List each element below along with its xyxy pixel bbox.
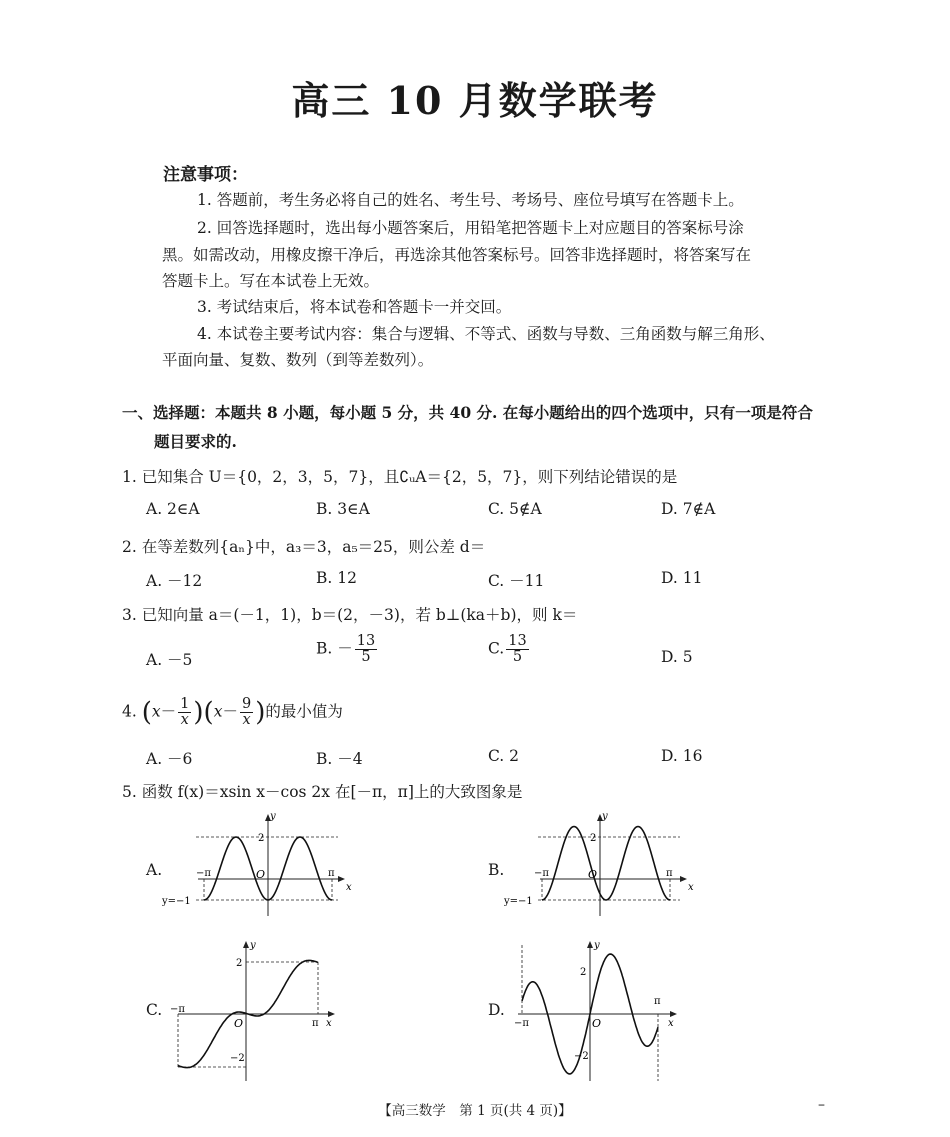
q2-option-c: C. －11: [488, 572, 545, 590]
q3-option-a: A. －5: [146, 651, 193, 669]
tick-label-top: 2: [590, 833, 597, 844]
notice-heading: 注意事项：: [163, 165, 248, 185]
q2-option-b: B. 12: [316, 569, 357, 587]
question-5-stem: 5. 函数 f(x)＝xsin x－cos 2x 在[－π，π]上的大致图象是: [122, 783, 523, 801]
notice-line-7: 平面向量、复数、数列（到等差数列）。: [162, 351, 434, 369]
tick-label-left: −π: [196, 868, 211, 879]
tick-label-right: π: [312, 1018, 319, 1029]
tick-label-left: −π: [534, 868, 549, 879]
y-axis-label: y: [250, 940, 256, 951]
y-axis-label: y: [270, 811, 276, 822]
y-axis-label: y: [594, 940, 600, 951]
tick-label-bottom: y=−1: [504, 896, 533, 907]
origin-label: O: [588, 868, 598, 881]
notice-line-6: 4. 本试卷主要考试内容：集合与逻辑、不等式、函数与导数、三角函数与解三角形、: [197, 325, 775, 343]
q5-option-a-label: A.: [146, 861, 163, 879]
q5-option-b-label: B.: [488, 861, 505, 879]
x-axis-label: x: [346, 882, 352, 893]
q3-option-c: [488, 634, 531, 665]
q2-option-a: A. －12: [146, 572, 203, 590]
origin-label: O: [592, 1017, 602, 1030]
q5-option-c-label: C.: [146, 1001, 163, 1019]
tick-label-bottom: −2: [574, 1051, 589, 1062]
q4-option-b: B. －4: [316, 750, 363, 768]
q5-graph-b-curve: [542, 827, 670, 901]
tick-label-left: −π: [170, 1004, 185, 1015]
tick-label-right: π: [328, 868, 335, 879]
notice-line-4: 答题卡上。写在本试卷上无效。: [162, 272, 380, 290]
tick-label-top: 2: [580, 967, 587, 978]
x-axis-label: x: [688, 882, 694, 893]
tick-label-top: 2: [236, 958, 243, 969]
q1-option-a: A. 2∈A: [146, 500, 200, 518]
tick-label-bottom: y=−1: [162, 896, 191, 907]
q1-option-c: C. 5∉A: [488, 500, 542, 518]
origin-label: O: [256, 868, 266, 881]
notice-line-3: 黑。如需改动，用橡皮擦干净后，再选涂其他答案标号。回答非选择题时，将答案写在: [162, 246, 752, 264]
notice-line-2: 2. 回答选择题时，选出每小题答案后，用铅笔把答题卡上对应题目的答案标号涂: [197, 219, 744, 237]
q5-graph-d: [502, 935, 702, 1085]
question-1-stem: 1. 已知集合 U＝{0，2，3，5，7}，且∁ᵤA＝{2，5，7}，则下列结论错误的是: [122, 468, 678, 486]
x-axis-label: x: [668, 1018, 674, 1029]
question-2-stem: 2. 在等差数列{aₙ}中，a₃＝3，a₅＝25，则公差 d＝: [122, 538, 486, 556]
tick-label-left: −π: [514, 1018, 529, 1029]
q3-option-c-fraction: $\frac{13}{5}$: [508, 633, 527, 666]
notice-line-1: 1. 答题前，考生务必将自己的姓名、考生号、考场号、座位号填写在答题卡上。: [197, 191, 744, 209]
page-title: 高三 10 月数学联考: [291, 78, 659, 123]
origin-label: O: [234, 1017, 244, 1030]
q4-option-c: C. 2: [488, 747, 520, 765]
section-header: 一、选择题：本题共 8 小题，每小题 5 分，共 40 分. 在每小题给出的四个选项中，只有一项是符合: [122, 403, 813, 422]
q1-option-d: D. 7∉A: [661, 500, 716, 518]
y-axis-label: y: [602, 811, 608, 822]
q3-option-b-fraction: $\frac{13}{5}$: [356, 633, 376, 666]
q3-option-d: D. 5: [661, 648, 693, 666]
q4-option-d: D. 16: [661, 747, 703, 765]
tick-label-right: π: [654, 996, 661, 1007]
q3-option-c-prefix: C.: [488, 639, 505, 658]
question-3-stem: 3. 已知向量 a＝(－1，1)，b＝(2，－3)，若 b⊥(ka＋b)，则 k＝: [122, 606, 578, 624]
corner-mark: –: [818, 1097, 825, 1113]
q5-graph-b: [502, 810, 702, 918]
question-4-stem: 4. (x－ $\frac{1}{x}$ )(x－ $\frac{9}{x}$ )的最小值为: [122, 696, 343, 729]
q5-graph-c: [160, 935, 360, 1085]
q1-option-b: B. 3∈A: [316, 500, 370, 518]
q3-option-b-prefix: B. －: [316, 639, 353, 658]
tick-label-bottom: −2: [230, 1053, 245, 1064]
notice-line-5: 3. 考试结束后，将本试卷和答题卡一并交回。: [197, 298, 512, 316]
q2-option-d: D. 11: [661, 569, 703, 587]
q5-option-d-label: D.: [488, 1001, 505, 1019]
q3-option-b: [316, 634, 379, 665]
tick-label-top: 2: [258, 833, 265, 844]
q5-graph-a: [160, 810, 360, 918]
section-header-cont: 题目要求的.: [154, 432, 237, 451]
q4-option-a: A. －6: [146, 750, 193, 768]
page-footer: 【高三数学 第 1 页(共 4 页)】: [378, 1103, 572, 1119]
tick-label-right: π: [666, 868, 673, 879]
x-axis-label: x: [326, 1018, 332, 1029]
